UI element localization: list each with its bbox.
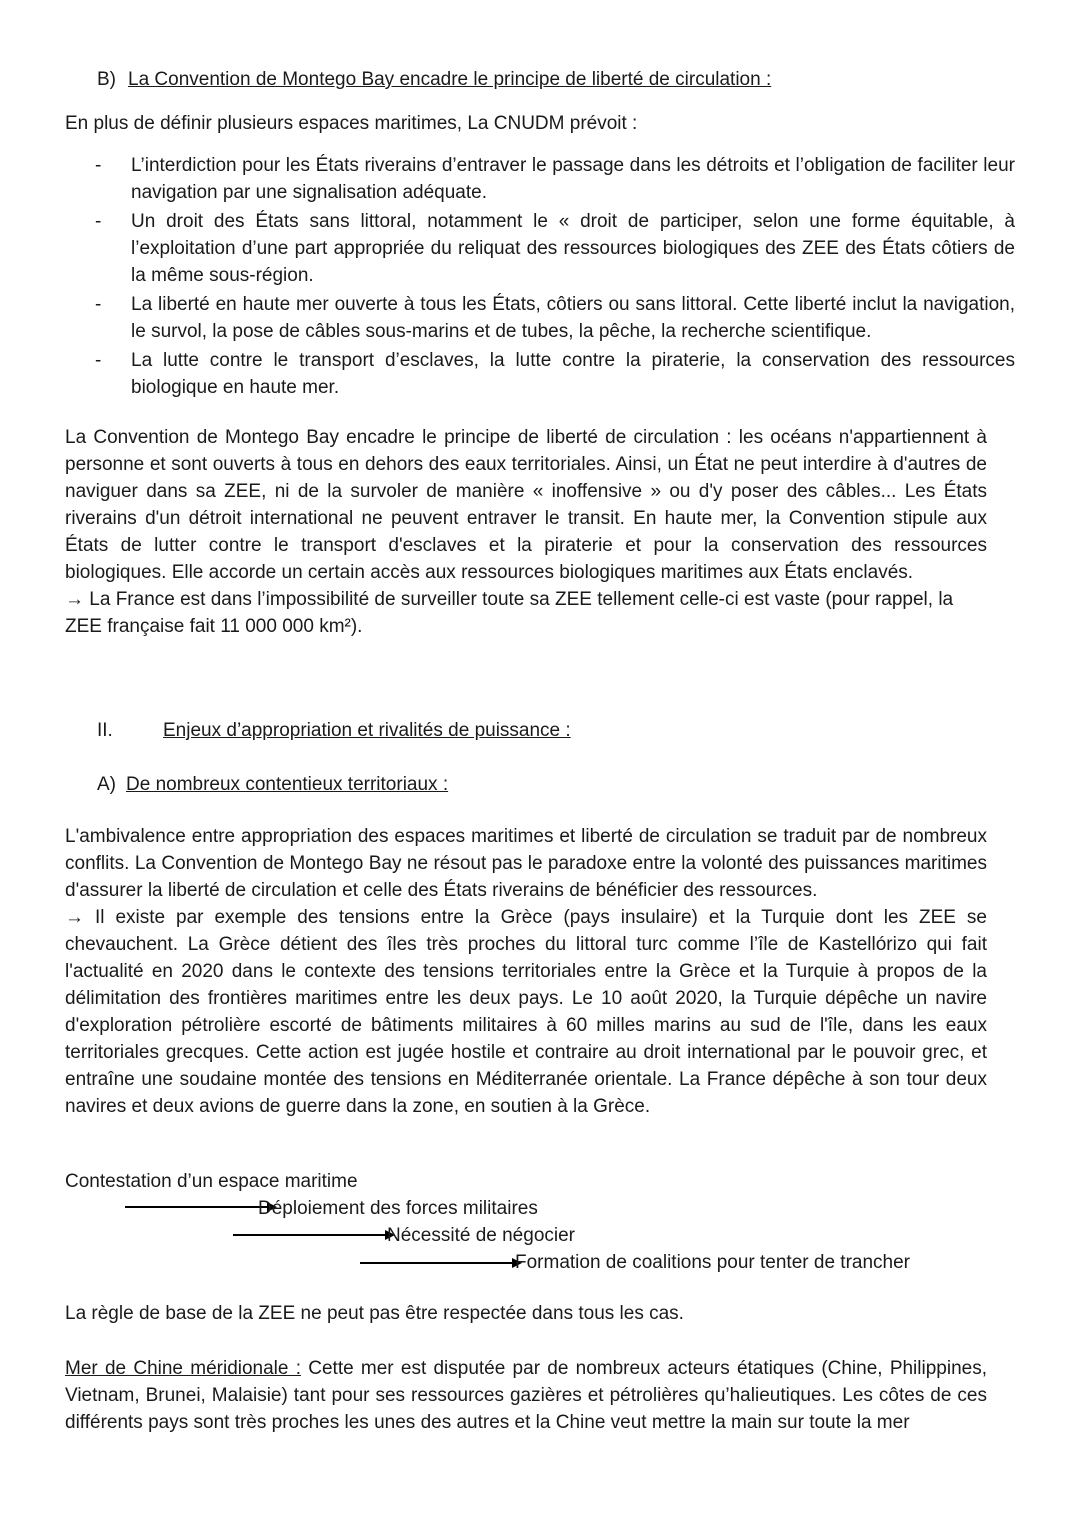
list-item-text: La liberté en haute mer ouverte à tous les États, côtiers ou sans littoral. Cette liberté inclut la navigation, le survol, la pose de câbles sous-marins et de tubes, la pêche, la recherche scientifique.	[131, 294, 1015, 342]
provisions-list	[95, 152, 1015, 403]
list-item	[95, 291, 1015, 345]
section-2-label: II.	[97, 720, 113, 741]
section-2-title: Enjeux d’appropriation et rivalités de puissance :	[163, 720, 571, 741]
arrow-right-icon	[360, 1262, 520, 1264]
list-item	[95, 347, 1015, 401]
paragraph-text: L'ambivalence entre appropriation des espaces maritimes et liberté de circulation se traduit par de nombreux conflits. La Convention de Montego Bay ne résout pas le paradoxe entre la volonté des puissances maritimes d'assurer la liberté de circulation et celle des États riverains de bénéficier des ressources.	[65, 826, 987, 901]
paragraph-note: → La France est dans l’impossibilité de surveiller toute sa ZEE tellement celle-ci est vaste (pour rappel, la ZEE française fait 11 000 000 km²).	[65, 589, 954, 637]
flow-step-3: Nécessité de négocier	[387, 1225, 575, 1246]
bullet-dash: -	[95, 155, 102, 176]
bullet-dash: -	[95, 211, 102, 232]
list-item-text: Un droit des États sans littoral, notamment le « droit de participer, selon une forme équitable, à l’exploitation d’une part appropriée du reliquat des ressources biologiques des ZEE des États côtiers de la même sous-région.	[131, 211, 1015, 286]
arrow-right-icon	[125, 1206, 275, 1208]
list-item-text: La lutte contre le transport d’esclaves, la lutte contre la piraterie, la conservation des ressources biologique en haute mer.	[131, 350, 1015, 398]
paragraph-freedom-circulation	[65, 424, 987, 640]
list-item	[95, 208, 1015, 289]
bullet-dash: -	[95, 294, 102, 315]
section-b-title: La Convention de Montego Bay encadre le principe de liberté de circulation :	[128, 69, 772, 90]
section-2-heading	[97, 717, 571, 744]
section-a-label: A)	[97, 774, 116, 795]
paragraph-example: → Il existe par exemple des tensions entre la Grèce (pays insulaire) et la Turquie dont les ZEE se chevauchent. La Grèce détient des îles très proches du littoral turc comme l’île de Kastellórizo qui fait l'actualité en 2020 dans le contexte des tensions territoriales entre la Grèce et la Turquie à propos de la délimitation des frontières maritimes entre les deux pays. Le 10 août 2020, la Turquie dépêche un navire d'exploration pétrolière escorté de bâtiments militaires à 60 milles marins au sud de l'île, dans les eaux territoriales grecques. Cette action est jugée hostile et contraire au droit international par le pouvoir grec, et entraîne une soudaine montée des tensions en Méditerranée orientale. La France dépêche à son tour deux navires et deux avions de guerre dans la zone, en soutien à la Grèce.	[65, 907, 987, 1117]
south-china-sea-label: Mer de Chine méridionale :	[65, 1358, 301, 1379]
section-a-title: De nombreux contentieux territoriaux :	[126, 774, 449, 795]
south-china-sea-text: Cette mer est disputée par de nombreux acteurs étatiques (Chine, Philippines, Vietnam, Brunei, Malaisie) tant pour ses ressources gazières et pétrolières qu’halieutiques. Les côtes de ces différents pays sont très proches les unes des autres et la Chine veut mettre la main sur toute la mer	[65, 1358, 987, 1433]
section-a-heading	[97, 771, 448, 798]
list-item	[95, 152, 1015, 206]
zee-rule-text: La règle de base de la ZEE ne peut pas être respectée dans tous les cas.	[65, 1303, 684, 1324]
paragraph-south-china-sea	[65, 1355, 987, 1436]
section-b-heading	[97, 66, 771, 93]
flow-step-4: Formation de coalitions pour tenter de trancher	[515, 1252, 910, 1273]
bullet-dash: -	[95, 350, 102, 371]
intro-text: En plus de définir plusieurs espaces maritimes, La CNUDM prévoit :	[65, 113, 638, 134]
paragraph-territorial-disputes	[65, 823, 987, 1120]
flow-step-1: Contestation d’un espace maritime	[65, 1171, 358, 1192]
flow-step-2: Déploiement des forces militaires	[258, 1198, 538, 1219]
section-b-label: B)	[97, 69, 116, 90]
paragraph-text: La Convention de Montego Bay encadre le principe de liberté de circulation : les océans n'appartiennent à personne et sont ouverts à tous en dehors des eaux territoriales. Ainsi, un État ne peut interdire à d'autres de naviguer dans sa ZEE, ni de la survoler de manière « inoffensive » ou d'y poser des câbles... Les États riverains d'un détroit international ne peuvent entraver le transit. En haute mer, la Convention stipule aux États de lutter contre le transport d'esclaves et la piraterie et pour la conservation des ressources biologiques. Elle accorde un certain accès aux ressources biologiques maritimes aux États enclavés.	[65, 427, 987, 583]
arrow-right-icon	[233, 1234, 393, 1236]
list-item-text: L’interdiction pour les États riverains d’entraver le passage dans les détroits et l’obligation de faciliter leur navigation par une signalisation adéquate.	[131, 155, 1015, 203]
escalation-flow	[65, 1168, 1025, 1278]
